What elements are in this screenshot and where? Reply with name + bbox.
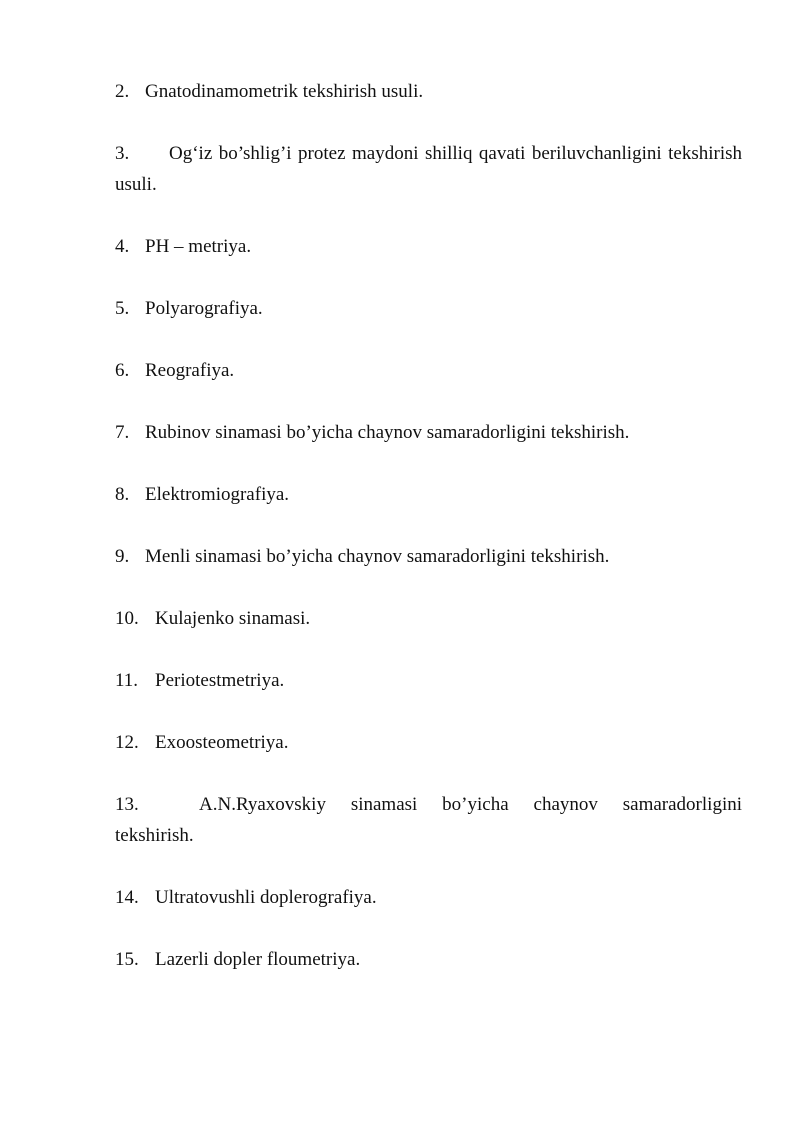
item-number: 11.: [115, 670, 139, 691]
method-list: [115, 76, 742, 1006]
item-number: 7.: [115, 422, 130, 443]
list-item: [115, 293, 742, 324]
item-number: 15.: [115, 949, 139, 970]
item-text: Kulajenko sinamasi.: [155, 608, 311, 629]
item-text: Ultratovushli doplerografiya.: [155, 887, 377, 908]
item-number: 3.: [115, 143, 130, 164]
item-number: 4.: [115, 236, 130, 257]
item-text: Gnatodinamometrik tekshirish usuli.: [145, 81, 424, 102]
item-text: Rubinov sinamasi bo’yicha chaynov samaradorligini tekshirish.: [145, 422, 630, 443]
item-text: Og‘iz bo’shlig’i protez maydoni shilliq qavati beriluvchanligini tekshirish usuli.: [115, 143, 742, 195]
item-text: Periotestmetriya.: [155, 670, 285, 691]
list-item: [115, 882, 742, 913]
list-item: [115, 541, 742, 572]
list-item: [115, 231, 742, 262]
item-number: 14.: [115, 887, 139, 908]
list-item: [115, 789, 742, 851]
item-number: 5.: [115, 298, 130, 319]
item-text: Elektromiografiya.: [145, 484, 290, 505]
list-item: [115, 665, 742, 696]
item-text: Lazerli dopler floumetriya.: [155, 949, 361, 970]
item-text: PH – metriya.: [145, 236, 252, 257]
item-text: Reografiya.: [145, 360, 235, 381]
item-number: 2.: [115, 81, 130, 102]
list-item: [115, 479, 742, 510]
list-item: [115, 138, 742, 200]
item-number: 12.: [115, 732, 139, 753]
list-item: [115, 944, 742, 975]
item-number: 6.: [115, 360, 130, 381]
item-number: 13.: [115, 794, 139, 815]
list-item: [115, 727, 742, 758]
item-number: 9.: [115, 546, 130, 567]
item-number: 8.: [115, 484, 130, 505]
list-item: [115, 76, 742, 107]
list-item: [115, 603, 742, 634]
item-text: Exoosteometriya.: [155, 732, 289, 753]
item-number: 10.: [115, 608, 139, 629]
item-text: A.N.Ryaxovskiy sinamasi bo’yicha chaynov samaradorligini tekshirish.: [115, 794, 742, 846]
list-item: [115, 417, 742, 448]
item-text: Polyarografiya.: [145, 298, 263, 319]
item-text: Menli sinamasi bo’yicha chaynov samaradorligini tekshirish.: [145, 546, 610, 567]
list-item: [115, 355, 742, 386]
